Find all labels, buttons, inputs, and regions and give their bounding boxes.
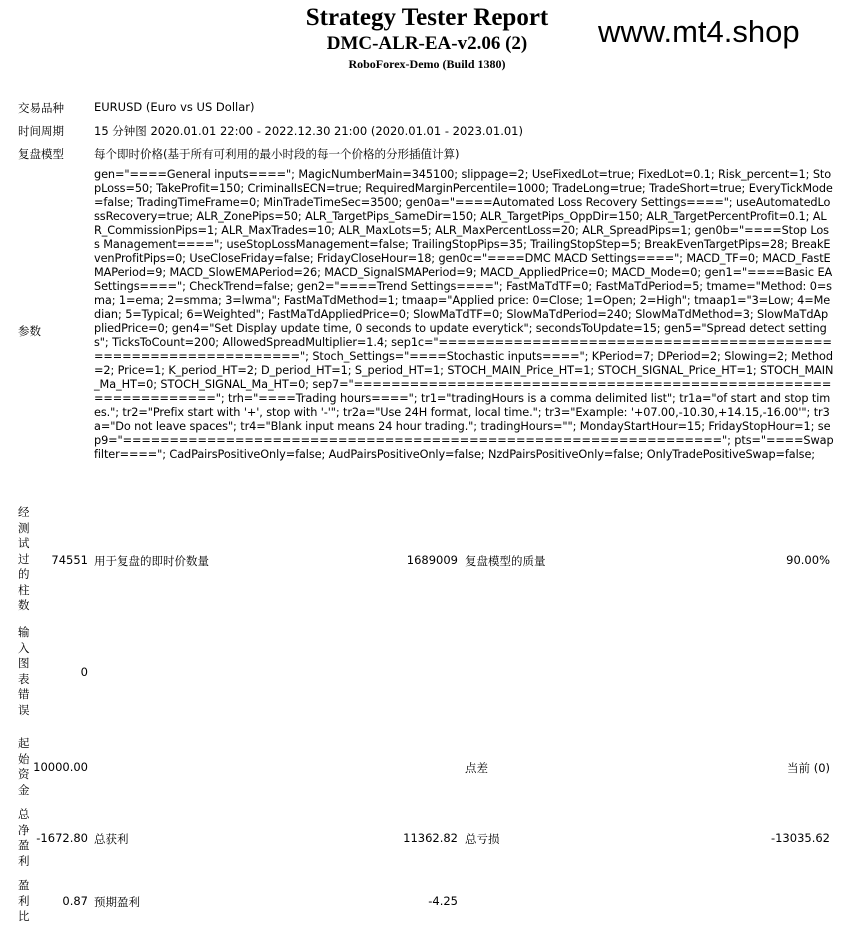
grossprofit-label: 总获利 [94, 832, 129, 846]
bars-value: 74551 [51, 553, 88, 567]
payoff-label: 预期盈利 [94, 895, 140, 909]
model-label: 复盘模型 [18, 147, 64, 161]
grossloss-label: 总亏损 [465, 832, 500, 846]
expert-name: DMC-ALR-EA-v2.06 (2) [326, 33, 528, 54]
report-title: Strategy Tester Report [305, 4, 549, 31]
bars-label: 经测试过的柱数 [18, 505, 30, 612]
period-value: 15 分钟图 2020.01.01 22:00 - 2022.12.30 21:00 (2020.01.01 - 2023.01.01) [94, 124, 523, 138]
server-build: RoboForex-Demo (Build 1380) [348, 57, 506, 71]
spread-value: 当前 (0) [787, 761, 830, 775]
errors-label: 输入图表错误 [18, 625, 30, 717]
params-value: gen="====General inputs===="; MagicNumberMain=345100; slippage=2; UseFixedLot=true; FixedLot=0.1; Risk_percent=1; StopLoss=50; TakeProfit=150; CriminalIsECN=true; RequiredMarginPercentile=1000; TradeLong=true; TradeShort=true; EveryTickMode=false; TradingTimeFrame=0; MinTradeTimeSec=3500; gen0a="====Automated Loss Recovery Settings===="; useAutomatedLossRecovery=true; ALR_ZonePips=50; ALR_TargetPips_SameDir=150; ALR_TargetPips_OppDir=150; ALR_TargetPercentProfit=0.1; ALR_CommissionPips=1; ALR_MaxTrades=10; ALR_MaxLots=5; ALR_MaxPercentLoss=20; ALR_SpreadPips=1; gen0b="====Stop Loss Management===="; useStopLossManagement=false; TrailingStopPips=35; TrailingStopStep=5; BreakEvenTargetPips=28; BreakEvenProfitPips=0; UseCloseFriday=false; FridayCloseHour=18; gen0c="====DMC MACD Settings===="; MACD_TF=0; MACD_FastEMAPeriod=9; MACD_SlowEMAPeriod=26; MACD_SignalSMAPeriod=9; MACD_AppliedPrice=0; MACD_Mode=0; gen1="====Basic EA Settings===="; CheckTrend=false; gen2="====Trend Settings===="; FastMaTdTF=0; FastMaTdPeriod=5; tmame="Method: 0=sma; 1=ema; 2=smma; 3=lwma"; FastMaTdMethod=1; tmaap="Applied price: 0=Close; 1=Open; 2=High"; tmaap1="3=Low; 4=Median; 5=Typical; 6=Weighted"; FastMaTdAppliedPrice=0; SlowMaTdTF=0; SlowMaTdPeriod=240; SlowMaTdMethod=3; SlowMaTdAppliedPrice=0; gen4="Set Display update time, 0 seconds to update everytick"; secondsToUpdate=15; gen5="Spread detect settings"; TicksToCount=200; AllowedSpreadMultiplier=1.4; sep1c="================================================================"; Stoch_Settings="====Stochastic inputs===="; KPeriod=7; DPeriod=2; Slowing=2; Method=2; Price=1; K_period_HT=2; D_period_HT=1; S_period_HT=1; STOCH_MAIN_Price_HT=1; STOCH_SIGNAL_Price_HT=1; STOCH_MAIN_Ma_HT=0; STOCH_SIGNAL_Ma_HT=0; sep7="================================================================"; trh="====Trading hours===="; tr1="tradingHours is a comma delimited list"; tr1a="of start and stop times."; tr2="Prefix start with '+', stop with '-'"; tr2a="Use 24H format, local time."; tr3="Example: '+07.00,-10.30,+14.15,-16.00'"; tr3a="Do not leave spaces"; tr4="Blank input means 24 hour trading."; tradingHours=""; MondayStartHour=15; FridayStopHour=1; sep9="================================================================"; pts="====Swap filter===="; CadPairsPositiveOnly=false; AudPairsPositiveOnly=false; NzdPairsPositiveOnly=false; OnlyTradePositiveSwap=false; [94, 168, 834, 461]
watermark-text: www.mt4.shop [598, 14, 800, 49]
quality-value: 90.00% [786, 553, 830, 567]
symbol-value: EURUSD (Euro vs US Dollar) [94, 100, 255, 114]
payoff-value: -4.25 [428, 894, 458, 908]
pf-label: 盈利比 [18, 878, 30, 923]
pf-value: 0.87 [62, 894, 88, 908]
quality-label: 复盘模型的质量 [465, 554, 546, 568]
grossprofit-value: 11362.82 [403, 831, 458, 845]
grossloss-value: -13035.62 [770, 831, 830, 845]
symbol-label: 交易品种 [18, 101, 64, 115]
deposit-label: 起始资金 [18, 736, 30, 797]
netprofit-label: 总净盈利 [18, 807, 30, 868]
ticks-value: 1689009 [406, 553, 458, 567]
deposit-value: 10000.00 [33, 760, 88, 774]
errors-value: 0 [80, 665, 88, 679]
spread-label: 点差 [465, 761, 488, 775]
ticks-label: 用于复盘的即时价数量 [94, 554, 209, 568]
params-label: 参数 [18, 324, 41, 338]
netprofit-value: -1672.80 [36, 831, 88, 845]
model-value: 每个即时价格(基于所有可利用的最小时段的每一个价格的分形插值计算) [94, 147, 460, 161]
period-label: 时间周期 [18, 124, 64, 138]
